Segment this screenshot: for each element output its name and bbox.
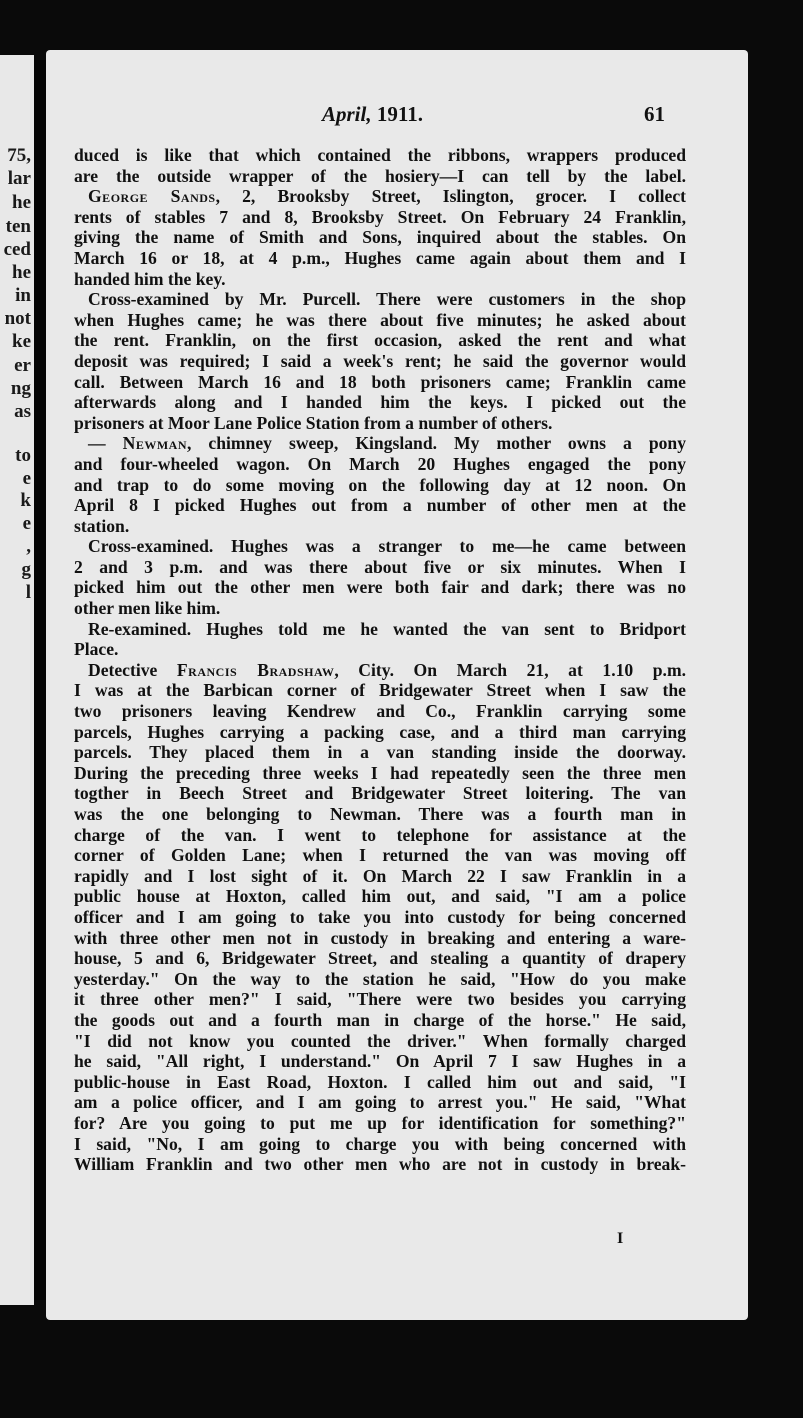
line-segment: for? Are you going to put me up for identification for something?" <box>74 1112 686 1133</box>
adjacent-page-fragment: not <box>4 308 31 329</box>
line-segment: March 16 or 18, at 4 p.m., Hughes came again about them and I <box>74 247 686 268</box>
line-segment: Cross-examined by Mr. Purcell. There were customers in the shop <box>88 289 686 310</box>
line-segment: — <box>88 433 123 454</box>
line-segment: charge of the van. I went to telephone for assistance at the <box>74 824 686 845</box>
line-segment: parcels, Hughes carrying a packing case, and a third man carrying <box>74 721 686 742</box>
text-line <box>74 372 686 393</box>
text-line <box>74 433 686 454</box>
text-line <box>74 1113 686 1134</box>
line-segment: with three other men not in custody in breaking and entering a ware- <box>74 927 686 948</box>
line-segment: togther in Beech Street and Bridgewater Street loitering. The van <box>74 783 686 804</box>
text-line <box>74 825 686 846</box>
text-line <box>74 701 686 722</box>
text-line <box>74 1010 686 1031</box>
text-line <box>74 330 686 351</box>
adjacent-page-edge <box>0 55 34 1305</box>
adjacent-page-fragment: ke <box>12 331 31 352</box>
adjacent-page-fragment: 75, <box>7 145 31 166</box>
text-line <box>74 475 686 496</box>
adjacent-page-fragment: he <box>12 192 31 213</box>
line-segment: William Franklin and two other men who are not in custody in break- <box>74 1154 686 1175</box>
text-line <box>74 392 686 413</box>
text-line <box>74 928 686 949</box>
witness-name: Newman <box>122 433 187 454</box>
line-segment: the rent. Franklin, on the first occasion, asked the rent and what <box>74 330 686 351</box>
text-line <box>74 227 686 248</box>
line-segment: public-house in East Road, Hoxton. I called him out and said, "I <box>74 1071 686 1092</box>
text-line <box>74 186 686 207</box>
text-line <box>74 577 686 598</box>
line-segment: station. <box>74 515 130 536</box>
line-segment: duced is like that which contained the ribbons, wrappers produced <box>74 145 686 165</box>
text-line <box>74 1092 686 1113</box>
line-segment: Place. <box>74 639 119 660</box>
text-line <box>74 907 686 928</box>
adjacent-page-fragment: er <box>14 355 31 376</box>
adjacent-page-fragment: e <box>22 513 31 534</box>
line-segment: April 8 I picked Hughes out from a number of other men at the <box>74 495 686 516</box>
text-line <box>74 989 686 1010</box>
text-line <box>74 742 686 763</box>
line-segment: giving the name of Smith and Sons, inquired about the stables. On <box>74 227 686 248</box>
adjacent-page-fragment: ced <box>3 239 31 260</box>
line-segment: when Hughes came; he was there about five minutes; he asked about <box>74 309 686 330</box>
text-line <box>74 289 686 310</box>
line-segment: I was at the Barbican corner of Bridgewater Street when I saw the <box>74 680 686 701</box>
text-line <box>74 248 686 269</box>
line-segment: , chimney sweep, Kingsland. My mother owns a pony <box>187 433 687 454</box>
line-segment: two prisoners leaving Kendrew and Co., Franklin carrying some <box>74 701 686 722</box>
running-title-year: 1911. <box>376 102 423 126</box>
text-line <box>74 948 686 969</box>
text-line <box>74 495 686 516</box>
witness-name: Francis Bradshaw <box>176 659 335 680</box>
running-title <box>322 102 423 127</box>
book-page <box>46 50 748 1320</box>
text-line <box>74 866 686 887</box>
line-segment: afterwards along and I handed him the keys. I picked out the <box>74 392 686 413</box>
adjacent-page-fragment: l <box>25 582 31 603</box>
line-segment: , 2, Brooksby Street, Islington, grocer. I collect <box>215 186 686 207</box>
text-line <box>74 536 686 557</box>
adjacent-page-fragment: ng <box>10 378 31 399</box>
text-line <box>74 1134 686 1155</box>
text-line <box>74 166 686 187</box>
adjacent-page-fragment: g <box>21 559 31 580</box>
witness-name: George Sands <box>88 186 216 207</box>
text-line <box>74 207 686 228</box>
line-segment: house, 5 and 6, Bridgewater Street, and stealing a quantity of drapery <box>74 948 686 969</box>
line-segment: deposit was required; I said a week's rent; he said the governor would <box>74 350 686 371</box>
text-line <box>74 722 686 743</box>
line-segment: rapidly and I lost sight of it. On March 22 I saw Franklin in a <box>74 865 686 886</box>
page-number: 61 <box>644 102 665 126</box>
line-segment: corner of Golden Lane; when I returned the van was moving off <box>74 845 686 866</box>
line-segment: picked him out the other men were both fair and dark; there was no <box>74 577 686 598</box>
adjacent-page-fragment: as <box>14 401 31 422</box>
running-title-month: April, <box>322 102 372 126</box>
line-segment: 2 and 3 p.m. and was there about five or six minutes. When I <box>74 556 686 577</box>
text-line <box>74 763 686 784</box>
text-line <box>74 454 686 475</box>
line-segment: Re-examined. Hughes told me he wanted the van sent to Bridport <box>88 618 686 639</box>
running-header <box>46 102 748 132</box>
text-line <box>74 804 686 825</box>
line-segment: it three other men?" I said, "There were two besides you carrying <box>74 989 686 1010</box>
line-segment: , City. On March 21, at 1.10 p.m. <box>334 659 687 680</box>
line-segment: Detective <box>88 659 177 680</box>
adjacent-page-fragment: e <box>22 468 31 489</box>
adjacent-page-fragment: lar <box>7 168 31 189</box>
line-segment: officer and I am going to take you into custody for being concerned <box>74 906 686 927</box>
line-segment: rents of stables 7 and 8, Brooksby Street. On February 24 Franklin, <box>74 206 686 227</box>
line-segment: Cross-examined. Hughes was a stranger to me—he came between <box>88 536 686 557</box>
text-line <box>74 845 686 866</box>
text-line <box>74 145 686 166</box>
line-segment: yesterday." On the way to the station he said, "How do you make <box>74 968 686 989</box>
text-line <box>74 619 686 640</box>
text-line <box>74 783 686 804</box>
line-segment: I said, "No, I am going to charge you with being concerned with <box>74 1133 686 1154</box>
line-segment: "I did not know you counted the driver." When formally charged <box>74 1030 686 1051</box>
line-segment: During the preceding three weeks I had repeatedly seen the three men <box>74 762 686 783</box>
line-segment: am a police officer, and I am going to arrest you." He said, "What <box>74 1092 686 1113</box>
text-line <box>74 1031 686 1052</box>
line-segment: was the one belonging to Newman. There was a fourth man in <box>74 804 686 824</box>
text-line <box>74 660 686 681</box>
line-segment: and trap to do some moving on the following day at 12 noon. On <box>74 474 686 495</box>
line-segment: and four-wheeled wagon. On March 20 Hughes engaged the pony <box>74 453 686 474</box>
adjacent-page-fragment: , <box>26 536 31 557</box>
text-line <box>74 1154 686 1175</box>
text-line <box>74 269 686 290</box>
text-line <box>74 886 686 907</box>
text-line <box>74 351 686 372</box>
text-line <box>74 310 686 331</box>
text-line <box>74 680 686 701</box>
adjacent-page-fragment: he <box>12 262 31 283</box>
text-line <box>74 516 686 537</box>
line-segment: are the outside wrapper of the hosiery—I can tell by the label. <box>74 165 686 186</box>
text-line <box>74 1051 686 1072</box>
line-segment: he said, "All right, I understand." On April 7 I saw Hughes in a <box>74 1051 686 1072</box>
adjacent-page-fragment: k <box>20 490 31 511</box>
line-segment: parcels. They placed them in a van standing inside the doorway. <box>74 742 686 763</box>
text-line <box>74 1072 686 1093</box>
text-line <box>74 598 686 619</box>
line-segment: other men like him. <box>74 598 221 619</box>
adjacent-page-fragment: ten <box>5 216 31 237</box>
line-segment: handed him the key. <box>74 268 226 289</box>
adjacent-page-fragment: to <box>15 445 31 466</box>
text-line <box>74 639 686 660</box>
line-segment: the goods out and a fourth man in charge of the horse." He said, <box>74 1009 686 1030</box>
text-line <box>74 413 686 434</box>
line-segment: prisoners at Moor Lane Police Station from a number of others. <box>74 412 553 433</box>
text-line <box>74 969 686 990</box>
line-segment: public house at Hoxton, called him out, and said, "I am a police <box>74 886 686 907</box>
adjacent-page-fragment: in <box>15 285 31 306</box>
body-text <box>74 145 686 1175</box>
line-segment: call. Between March 16 and 18 both prisoners came; Franklin came <box>74 371 686 392</box>
signature-mark: I <box>617 1230 624 1247</box>
text-line <box>74 557 686 578</box>
